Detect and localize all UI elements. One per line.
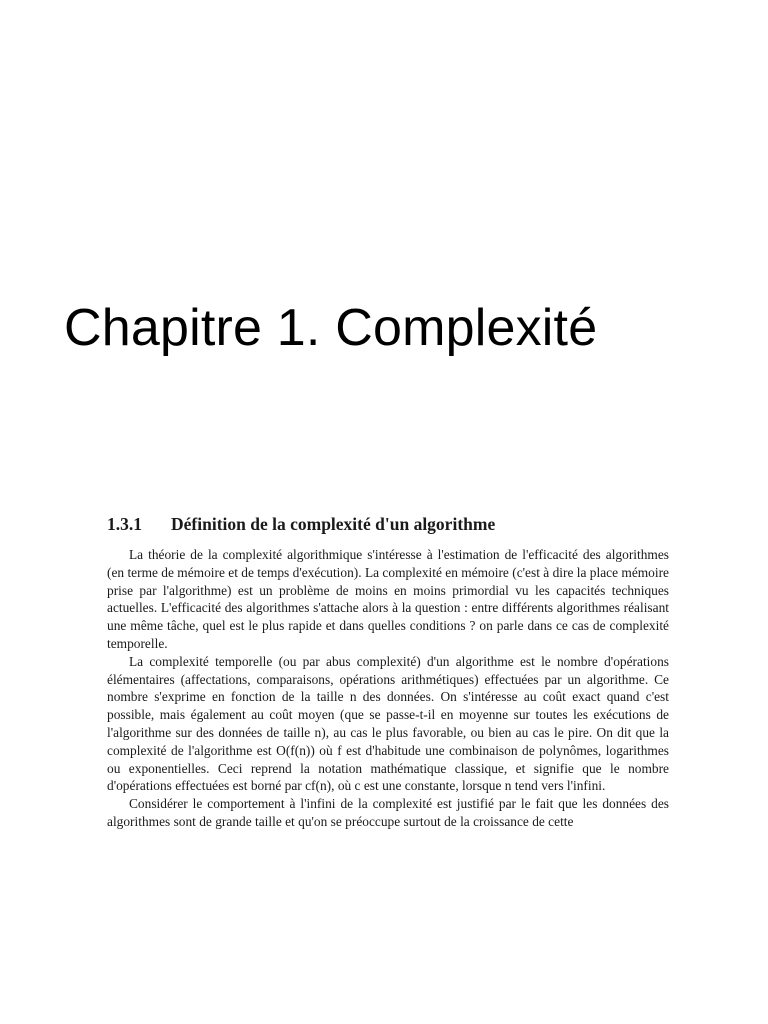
paragraph-3: Considérer le comportement à l'infini de la complexité est justifié par le fait que les données des algorithmes sont de grande taille et qu'on se préoccupe surtout de la croissance de cette xyxy=(107,796,669,829)
section-heading xyxy=(107,512,669,536)
section-body xyxy=(107,512,669,831)
section-number: 1.3.1 xyxy=(107,514,142,534)
paragraph-2: La complexité temporelle (ou par abus complexité) d'un algorithme est le nombre d'opérations élémentaires (affectations, comparaisons, opérations arithmétiques) effectuées par un algorithme. Ce nombre s'exprime en fonction de la taille n des données. On s'intéresse au coût exact quand c'est possible, mais également au coût moyen (que se passe-t-il en moyenne sur toutes les exécutions de l'algorithme sur des données de taille n), au cas le plus favorable, ou bien au cas le pire. On dit que la complexité de l'algorithme est O(f(n)) où f est d'habitude une combinaison de polynômes, logarithmes ou exponentielles. Ceci reprend la notation mathématique classique, et signifie que le nombre d'opérations effectuées est borné par cf(n), où c est une constante, lorsque n tend vers l'infini. xyxy=(107,653,669,794)
paragraph-1: La théorie de la complexité algorithmique s'intéresse à l'estimation de l'efficacité des algorithmes (en terme de mémoire et de temps d'exécution). La complexité en mémoire (c'est à dire la place mémoire prise par l'algorithme) est un problème de moins en moins primordial vu les capacités techniques actuelles. L'efficacité des algorithmes s'attache alors à la question : entre différents algorithmes réalisant une même tâche, quel est le plus rapide et dans quelles conditions ? on parle dans ce cas de complexité temporelle. xyxy=(107,547,669,651)
section-title: Définition de la complexité d'un algorithme xyxy=(171,514,496,534)
chapter-title: Chapitre 1. Complexité xyxy=(64,299,598,357)
